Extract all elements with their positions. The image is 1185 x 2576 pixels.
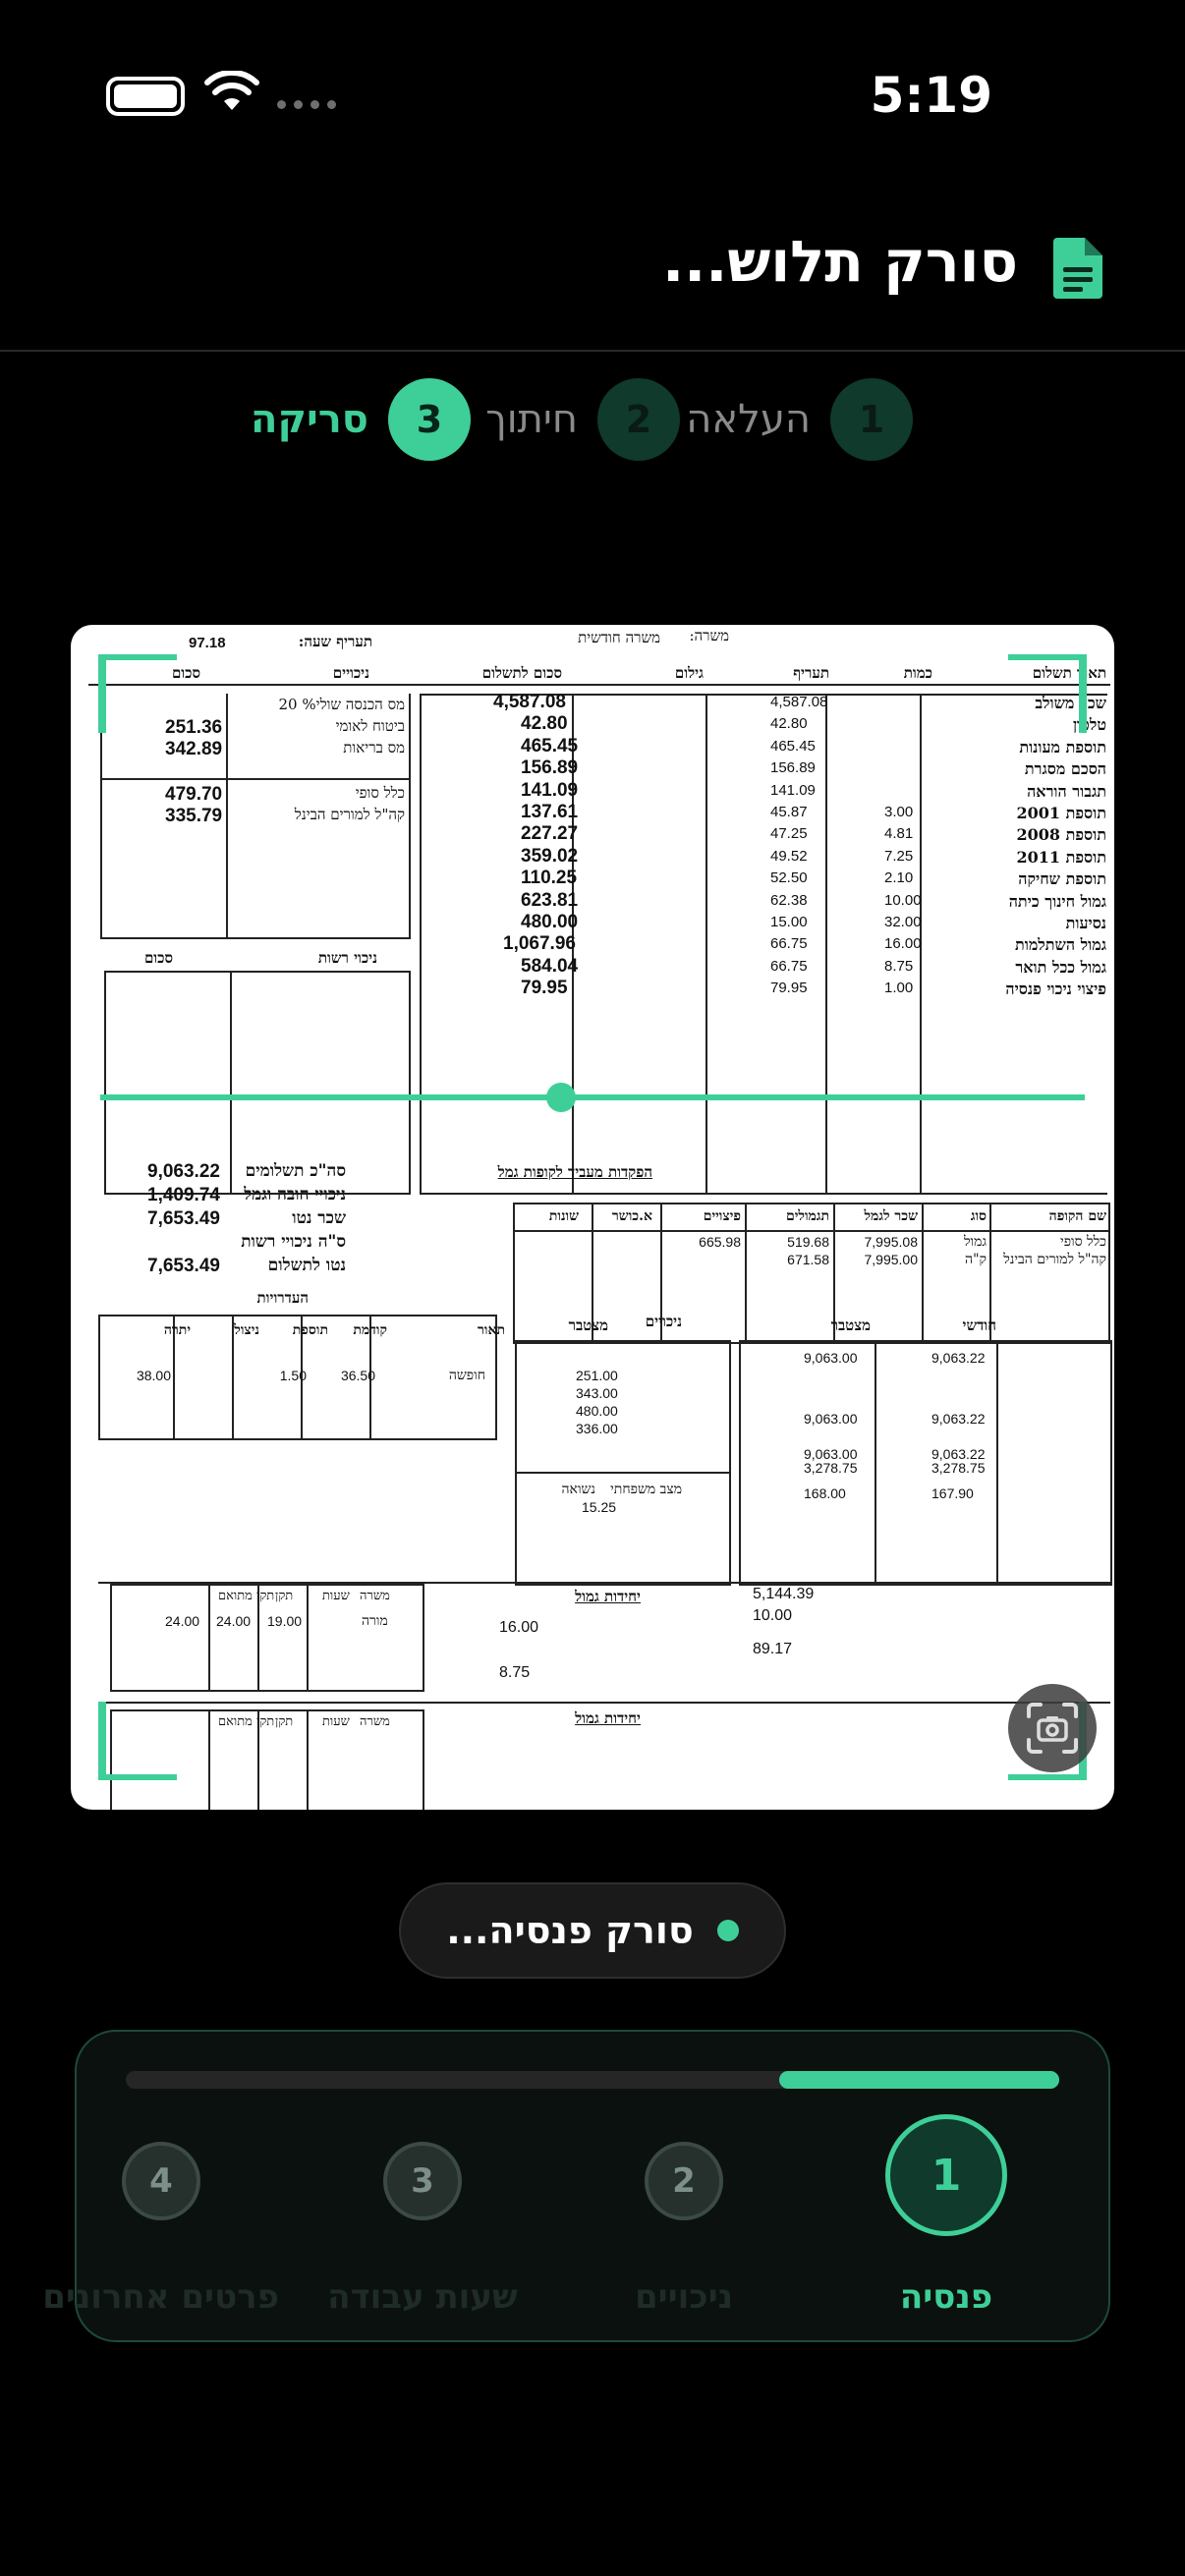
doc-provident-head: פיצויים [703, 1208, 741, 1224]
progress-step-number: 3 [383, 2142, 462, 2220]
doc-family-value: נשואה [561, 1482, 595, 1497]
doc-row-total: 465.45 [521, 735, 579, 756]
doc-absence-head: תוספת [292, 1322, 328, 1338]
doc-col-desc: תאור תשלום [1032, 664, 1106, 682]
doc-provident-label: הפקדות מעביד לקופות גמל [497, 1163, 652, 1181]
doc-row-total: 156.89 [521, 757, 579, 779]
step-crop[interactable] [485, 377, 680, 462]
doc-ded2-desc: קה"ל למורים הבינל [294, 806, 405, 823]
doc-hours-label: משרה [360, 1589, 390, 1603]
doc-provident-head: שם הקופה [1048, 1208, 1106, 1224]
doc-provident-head: א.כושר [611, 1208, 652, 1224]
doc-row-qty: 2.10 [884, 869, 914, 887]
progress-step-number: 4 [122, 2142, 200, 2220]
step-number: 1 [830, 378, 913, 461]
doc-col-qty: כמות [903, 664, 932, 682]
step-label: העלאה [686, 397, 811, 442]
doc-units-value: 10.00 [753, 1607, 793, 1624]
doc-col-total: סכום לתשלום [481, 664, 562, 682]
progress-step-work-hours[interactable] [305, 2114, 540, 2321]
doc-tax-monthly: 3,278.75 [804, 1460, 858, 1476]
doc-hours-value: 19.00 [267, 1613, 303, 1629]
battery-icon [106, 77, 185, 116]
progress-step-deductions[interactable] [566, 2114, 802, 2321]
doc-ded2-desc: כלל סופי [355, 784, 405, 802]
step-label: סריקה [251, 397, 368, 442]
doc-row-desc: תוספת שחיקה [1018, 869, 1106, 889]
doc-row-desc: הסכם מסגרת [1024, 759, 1106, 779]
doc-units-value: 89.17 [753, 1641, 793, 1657]
crop-corner-top-left[interactable] [98, 654, 177, 733]
doc-ded-label: ניכויים [645, 1313, 682, 1330]
rescan-button[interactable] [1008, 1684, 1097, 1772]
doc-row-desc: גמול ככל תואר [1015, 957, 1106, 977]
doc-rate-value: 97.18 [189, 635, 226, 651]
doc-personal-sum: סכום [143, 949, 173, 967]
crop-corner-top-right[interactable] [1008, 654, 1087, 733]
doc-hours-label-2: תקן מתואם [218, 1714, 275, 1729]
wifi-icon [204, 71, 259, 114]
doc-absence-head: קודמת [353, 1322, 387, 1338]
doc-row-qty: 32.00 [884, 914, 922, 930]
doc-absence-cell: 38.00 [136, 1368, 171, 1383]
doc-row-rate: 15.00 [770, 914, 808, 930]
progress-step-label: פרטים אחרונים [42, 2277, 279, 2317]
doc-hours-value: מורה [362, 1613, 388, 1629]
doc-row-qty: 7.25 [884, 847, 914, 865]
doc-row-rate: 45.87 [770, 804, 808, 820]
doc-extra-value: 16.00 [499, 1619, 539, 1636]
doc-credit-value: 15.25 [582, 1499, 617, 1515]
doc-absence-cell: חופשה [448, 1368, 485, 1383]
doc-tax-value: 480.00 [576, 1403, 618, 1419]
doc-total-value: 9,063.22 [147, 1161, 220, 1182]
doc-cum2-label: מצטבר [830, 1316, 871, 1334]
doc-total-value: 1,409.74 [147, 1185, 220, 1205]
doc-provident-cell: כלל סופי [1060, 1234, 1106, 1250]
doc-absence-cell: 36.50 [340, 1368, 375, 1383]
doc-ded-desc: מס בריאות [343, 739, 405, 756]
doc-row-total: 110.25 [521, 868, 578, 889]
doc-family-label: מצב משפחתי [610, 1482, 682, 1497]
doc-row-rate: 79.95 [770, 980, 808, 997]
doc-absence-label: העדרויות [256, 1289, 309, 1307]
doc-provident-cell: 665.98 [699, 1234, 741, 1250]
doc-row-desc: תוספת 2008 [1016, 825, 1106, 845]
doc-col-deductions: ניכויים [332, 664, 369, 682]
doc-ded-desc: מס הכנסה שולי% 20 [278, 696, 405, 713]
doc-col-extra: גילום [674, 664, 704, 682]
scan-line-handle [546, 1083, 576, 1112]
doc-row-rate: 66.75 [770, 935, 808, 953]
doc-provident-head: סוג [970, 1208, 987, 1224]
step-upload[interactable] [686, 377, 913, 462]
doc-row-total: 79.95 [521, 978, 568, 999]
doc-row-total: 1,067.96 [503, 933, 576, 955]
step-label: חיתוך [485, 397, 578, 442]
doc-row-desc: פיצוי ניכוי פנסיה [1005, 980, 1106, 999]
doc-hours-label: תקן מתואם [218, 1589, 275, 1603]
doc-row-desc: תוספת 2011 [1016, 847, 1106, 867]
doc-col-rate: תעריף [793, 664, 829, 682]
doc-ded-sum: 251.36 [165, 717, 223, 738]
doc-hours-value: 24.00 [216, 1613, 252, 1629]
doc-tax-monthly: 9,063.00 [804, 1350, 858, 1366]
doc-position-label: משרה: [689, 627, 729, 644]
doc-units-value: 5,144.39 [753, 1586, 815, 1602]
doc-hours-label-2: משרה [360, 1714, 390, 1729]
doc-provident-cell: 7,995.08 [864, 1234, 918, 1250]
progress-step-number: 2 [645, 2142, 723, 2220]
document-icon [1053, 238, 1102, 299]
doc-row-rate: 42.80 [770, 715, 808, 733]
doc-ded-sum: 342.89 [165, 739, 223, 759]
doc-tax-monthly: 9,063.00 [804, 1411, 858, 1427]
doc-absence-head: ניצול [234, 1322, 259, 1338]
doc-provident-cell: 519.68 [787, 1234, 829, 1250]
progress-step-number: 1 [885, 2114, 1007, 2236]
doc-row-desc: נסיעות [1065, 914, 1106, 932]
scan-line [100, 1094, 1085, 1100]
doc-tax-value: 343.00 [576, 1385, 618, 1401]
doc-provident-head: תגמולים [786, 1208, 829, 1224]
doc-units-label-2: יחידות גמול [575, 1709, 641, 1727]
doc-row-desc: תוספת 2001 [1016, 804, 1106, 822]
progress-bar [126, 2071, 1059, 2089]
upload-stepper [0, 377, 1185, 462]
doc-row-total: 227.27 [521, 823, 579, 845]
doc-provident-cell: קה"ל למורים הבינל [1003, 1252, 1106, 1267]
scan-preview [71, 625, 1114, 1810]
doc-total-label: ס"ה ניכויי רשות [241, 1232, 346, 1252]
doc-hours-value: 24.00 [165, 1613, 200, 1629]
doc-ded2-sum: 479.70 [165, 784, 223, 805]
doc-tax-monthly: 168.00 [804, 1485, 846, 1501]
doc-tax-cum: 167.90 [931, 1485, 974, 1501]
doc-row-total: 141.09 [521, 779, 579, 801]
doc-absence-head: יתרה [163, 1322, 191, 1338]
doc-hours-label-2: שעות [322, 1714, 350, 1729]
doc-hours-label: שעות [322, 1589, 350, 1603]
doc-hours-label-2: תקן [275, 1714, 294, 1729]
doc-row-qty: 4.81 [884, 825, 914, 843]
doc-position-value: משרה חודשית [578, 629, 660, 646]
doc-total-value: 7,653.49 [147, 1208, 220, 1229]
doc-col-sum: סכום [171, 664, 200, 682]
doc-tax-cum: 9,063.22 [931, 1350, 986, 1366]
progress-step-final-details[interactable] [43, 2114, 279, 2321]
camera-scan-icon [1025, 1701, 1080, 1756]
doc-total-label: סה"כ תשלומים [245, 1161, 346, 1181]
doc-row-total: 42.80 [521, 713, 568, 735]
doc-ded2-sum: 335.79 [165, 806, 223, 826]
doc-absence-head: תאור [478, 1322, 505, 1338]
doc-row-total: 359.02 [521, 845, 579, 867]
doc-row-qty: 10.00 [884, 891, 922, 909]
scan-progress-card [42, 2030, 1110, 2342]
doc-hours-label: תקן [275, 1589, 294, 1603]
status-dot-icon [717, 1920, 739, 1941]
step-scan[interactable] [251, 377, 471, 462]
doc-row-desc: תוספת מעונות [1019, 737, 1106, 756]
cellular-icon [277, 100, 336, 109]
step-number: 2 [597, 378, 680, 461]
page-title: סורק תלוש... [662, 228, 1018, 295]
doc-row-rate: 47.25 [770, 825, 808, 843]
doc-rate-label: תעריף שעה: [298, 633, 372, 650]
doc-row-qty: 16.00 [884, 935, 922, 953]
doc-total-value: 7,653.49 [147, 1256, 220, 1276]
doc-units-label: יחידות גמול [575, 1588, 641, 1605]
doc-row-qty: 8.75 [884, 957, 914, 975]
step-number: 3 [388, 378, 471, 461]
doc-row-desc: תגבור הוראה [1027, 781, 1106, 801]
doc-tax-cum: 9,063.22 [931, 1411, 986, 1427]
doc-total-label: נטו לתשלום [267, 1256, 346, 1275]
progress-step-label: פנסיה [899, 2277, 993, 2317]
doc-row-qty: 1.00 [884, 980, 914, 997]
doc-row-qty: 3.00 [884, 804, 914, 820]
progress-step-label: שעות עבודה [327, 2277, 518, 2317]
doc-row-total: 584.04 [521, 955, 579, 977]
doc-provident-cell: גמול [963, 1234, 987, 1250]
doc-row-total: 4,587.08 [493, 692, 566, 712]
doc-row-desc: גמול השתלמות [1014, 935, 1106, 955]
doc-row-rate: 465.45 [770, 737, 816, 755]
progress-bar-fill [779, 2071, 1059, 2089]
doc-row-desc: טלפון [1072, 715, 1106, 735]
header [0, 187, 1185, 352]
doc-row-total: 480.00 [521, 912, 579, 932]
doc-row-rate: 66.75 [770, 957, 808, 975]
document-type-pill [399, 1882, 786, 1979]
doc-row-rate: 141.09 [770, 781, 816, 799]
doc-row-desc: שכר משולב [1035, 694, 1106, 712]
doc-personal-label: ניכוי רשות [317, 949, 377, 967]
doc-absence-cell: 1.50 [279, 1368, 307, 1383]
doc-row-total: 137.61 [521, 802, 579, 822]
progress-step-pension[interactable] [828, 2114, 1064, 2321]
status-time: 5:19 [870, 67, 992, 124]
doc-cum-label: מצטבר [568, 1316, 608, 1334]
doc-provident-cell: 7,995.00 [864, 1252, 918, 1267]
doc-extra-value: 8.75 [499, 1664, 531, 1681]
progress-step-label: ניכויים [634, 2277, 734, 2317]
doc-row-rate: 49.52 [770, 847, 808, 865]
doc-tax-cum: 3,278.75 [931, 1460, 986, 1476]
doc-row-rate: 52.50 [770, 869, 808, 887]
document-type-label: סורק פנסיה... [446, 1909, 694, 1952]
doc-row-rate: 4,587.08 [770, 694, 828, 710]
doc-total-label: שכר נטו [292, 1208, 346, 1228]
doc-provident-head: שכר לגמל [864, 1208, 918, 1224]
doc-tax-value: 336.00 [576, 1421, 618, 1436]
doc-tax-value: 251.00 [576, 1368, 618, 1383]
doc-total-label: ניכויי חובה וגמל [244, 1185, 346, 1204]
doc-ded-desc: ביטוח לאומי [335, 717, 405, 735]
doc-tax-cum: 9,063.22 [931, 1446, 986, 1462]
doc-row-total: 623.81 [521, 889, 579, 911]
doc-provident-cell: 671.58 [787, 1252, 829, 1267]
doc-row-rate: 156.89 [770, 759, 816, 777]
doc-provident-cell: ק"ה [965, 1252, 987, 1267]
doc-tax-monthly: 9,063.00 [804, 1446, 858, 1462]
doc-monthly-label: חודשי [962, 1316, 996, 1334]
payslip-document [71, 625, 1114, 1810]
doc-row-rate: 62.38 [770, 891, 808, 909]
status-bar [0, 0, 1185, 187]
doc-row-desc: גמול חינוך כיתה [1008, 891, 1106, 911]
doc-provident-head: שונות [548, 1208, 579, 1224]
crop-corner-bottom-left[interactable] [98, 1702, 177, 1780]
